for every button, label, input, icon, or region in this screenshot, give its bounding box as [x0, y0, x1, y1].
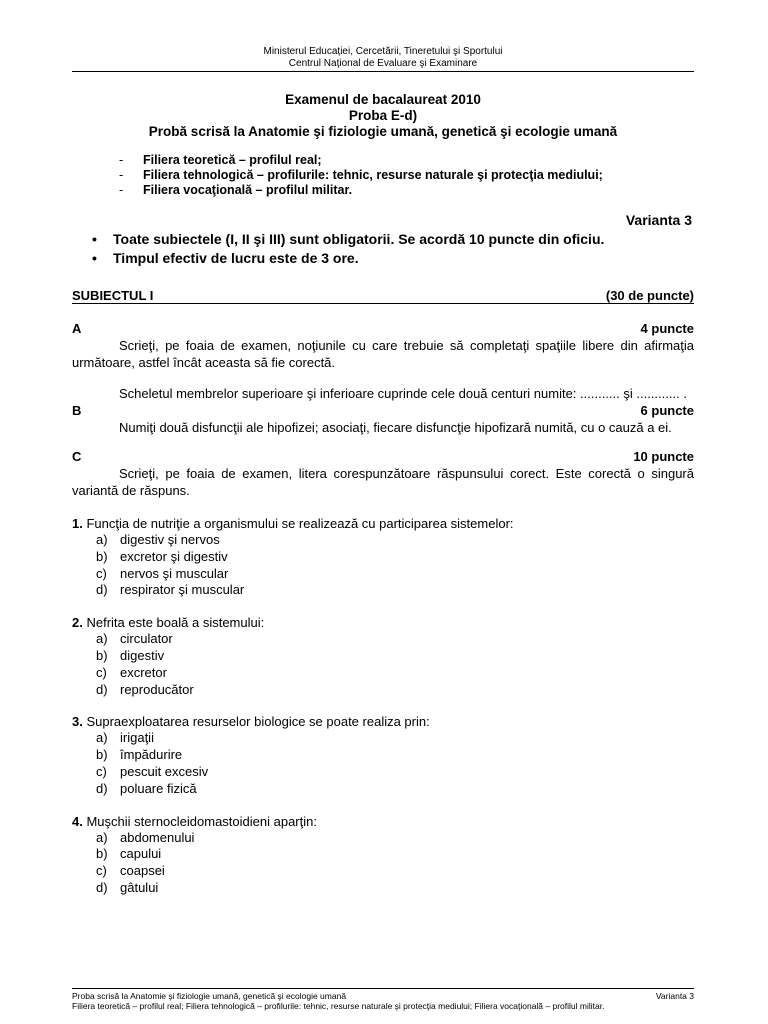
- question-1: 1. Funcţia de nutriţie a organismului se realizează cu participarea sistemelor:: [72, 516, 514, 531]
- section-a-statement: Scheletul membrelor superioare şi inferioare cuprinde cele două centuri numite: ........... şi ............ .: [119, 386, 687, 401]
- ministry-name: Ministerul Educației, Cercetării, Tineretului şi Sportului: [263, 46, 503, 57]
- option: d) poluare fizică: [96, 780, 197, 796]
- section-a-heading: A 4 puncte: [72, 321, 694, 336]
- section-b-instruction: Numiţi două disfuncţii ale hipofizei; asociaţi, fiecare disfuncţie hipofizară numită, cu o cauză a ei.: [119, 420, 672, 435]
- option: d) respirator şi muscular: [96, 582, 245, 598]
- filiera-item: - Filiera tehnologică – profilurile: tehnic, resurse naturale şi protecţia mediului;: [119, 168, 603, 182]
- exam-proba: Proba E-d): [348, 108, 418, 123]
- bullet-icon: •: [92, 250, 97, 266]
- exam-subtitle: Probă scrisă la Anatomie şi fiziologie umană, genetică şi ecologie umană: [148, 124, 618, 139]
- option: b) împădurire: [96, 747, 183, 763]
- section-b-heading: B 6 puncte: [72, 403, 694, 418]
- option: d) gâtului: [96, 879, 159, 895]
- question-2: 2. Nefrita este boală a sistemului:: [72, 615, 265, 631]
- subiect-points: (30 de puncte): [605, 288, 694, 303]
- instruction-item: • Timpul efectiv de lucru este de 3 ore.: [92, 250, 359, 266]
- option: a) irigaţii: [96, 730, 154, 746]
- question-4: 4. Muşchii sternocleidomastoidieni aparţin:: [72, 813, 317, 829]
- filiere-list: [119, 153, 694, 198]
- filiera-item: - Filiera vocaţională – profilul militar.: [119, 183, 353, 197]
- option: c) coapsei: [96, 863, 165, 879]
- question-2-options: [96, 631, 694, 698]
- option: b) capului: [96, 846, 162, 862]
- option: c) nervos şi muscular: [96, 565, 229, 581]
- option: a) abdomenului: [96, 829, 195, 845]
- page-header: [72, 0, 694, 70]
- option: b) digestiv: [96, 647, 165, 663]
- subiect-heading: [72, 288, 694, 303]
- exam-page: [72, 0, 694, 1024]
- instructions-list: [92, 230, 694, 268]
- subiect-label: SUBIECTUL I: [72, 288, 154, 303]
- varianta-label: Varianta 3: [625, 212, 692, 228]
- section-c-instruction: Scrieţi, pe foaia de examen, litera corespunzătoare răspunsului corect. Este corectă o singură variantă de răspuns.: [72, 466, 694, 498]
- footer-divider: [72, 988, 694, 989]
- question-3-options: [96, 730, 694, 797]
- option: c) pescuit excesiv: [96, 763, 209, 779]
- subiect-divider: [72, 303, 694, 304]
- question-1-options: [96, 532, 694, 599]
- footer-filiere: Filiera teoretică – profilul real; Filiera tehnologică – profilurile: tehnic, resurse naturale şi protecţia mediului; Filiera vocaţională – profilul militar.: [72, 1001, 605, 1011]
- section-a-instruction: Scrieţi, pe foaia de examen, noţiunile cu care trebuie să completaţi spaţiile libere din afirmaţia următoare, astfel încât aceasta să fie corectă.: [72, 338, 694, 370]
- center-name: Centrul Naţional de Evaluare şi Examinare: [288, 58, 478, 69]
- footer-varianta: Varianta 3: [655, 991, 694, 1001]
- option: b) excretor şi digestiv: [96, 548, 228, 564]
- option: a) digestiv şi nervos: [96, 532, 220, 547]
- option: c) excretor: [96, 664, 167, 680]
- exam-title: Examenul de bacalaureat 2010: [285, 92, 481, 107]
- footer-exam-name: Proba scrisă la Anatomie şi fiziologie umană, genetică şi ecologie umană: [72, 991, 347, 1001]
- section-c-heading: C 10 puncte: [72, 449, 694, 464]
- page-footer: [72, 988, 694, 1011]
- filiera-item: - Filiera teoretică – profilul real;: [119, 153, 322, 167]
- header-divider: [72, 71, 694, 72]
- instruction-item: • Toate subiectele (I, II şi III) sunt obligatorii. Se acordă 10 puncte din oficiu.: [92, 231, 605, 247]
- bullet-icon: •: [92, 231, 97, 247]
- option: a) circulator: [96, 631, 173, 647]
- option: d) reproducător: [96, 681, 194, 697]
- question-4-options: [96, 830, 694, 897]
- question-3: 3. Supraexploatarea resurselor biologice se poate realiza prin:: [72, 714, 430, 730]
